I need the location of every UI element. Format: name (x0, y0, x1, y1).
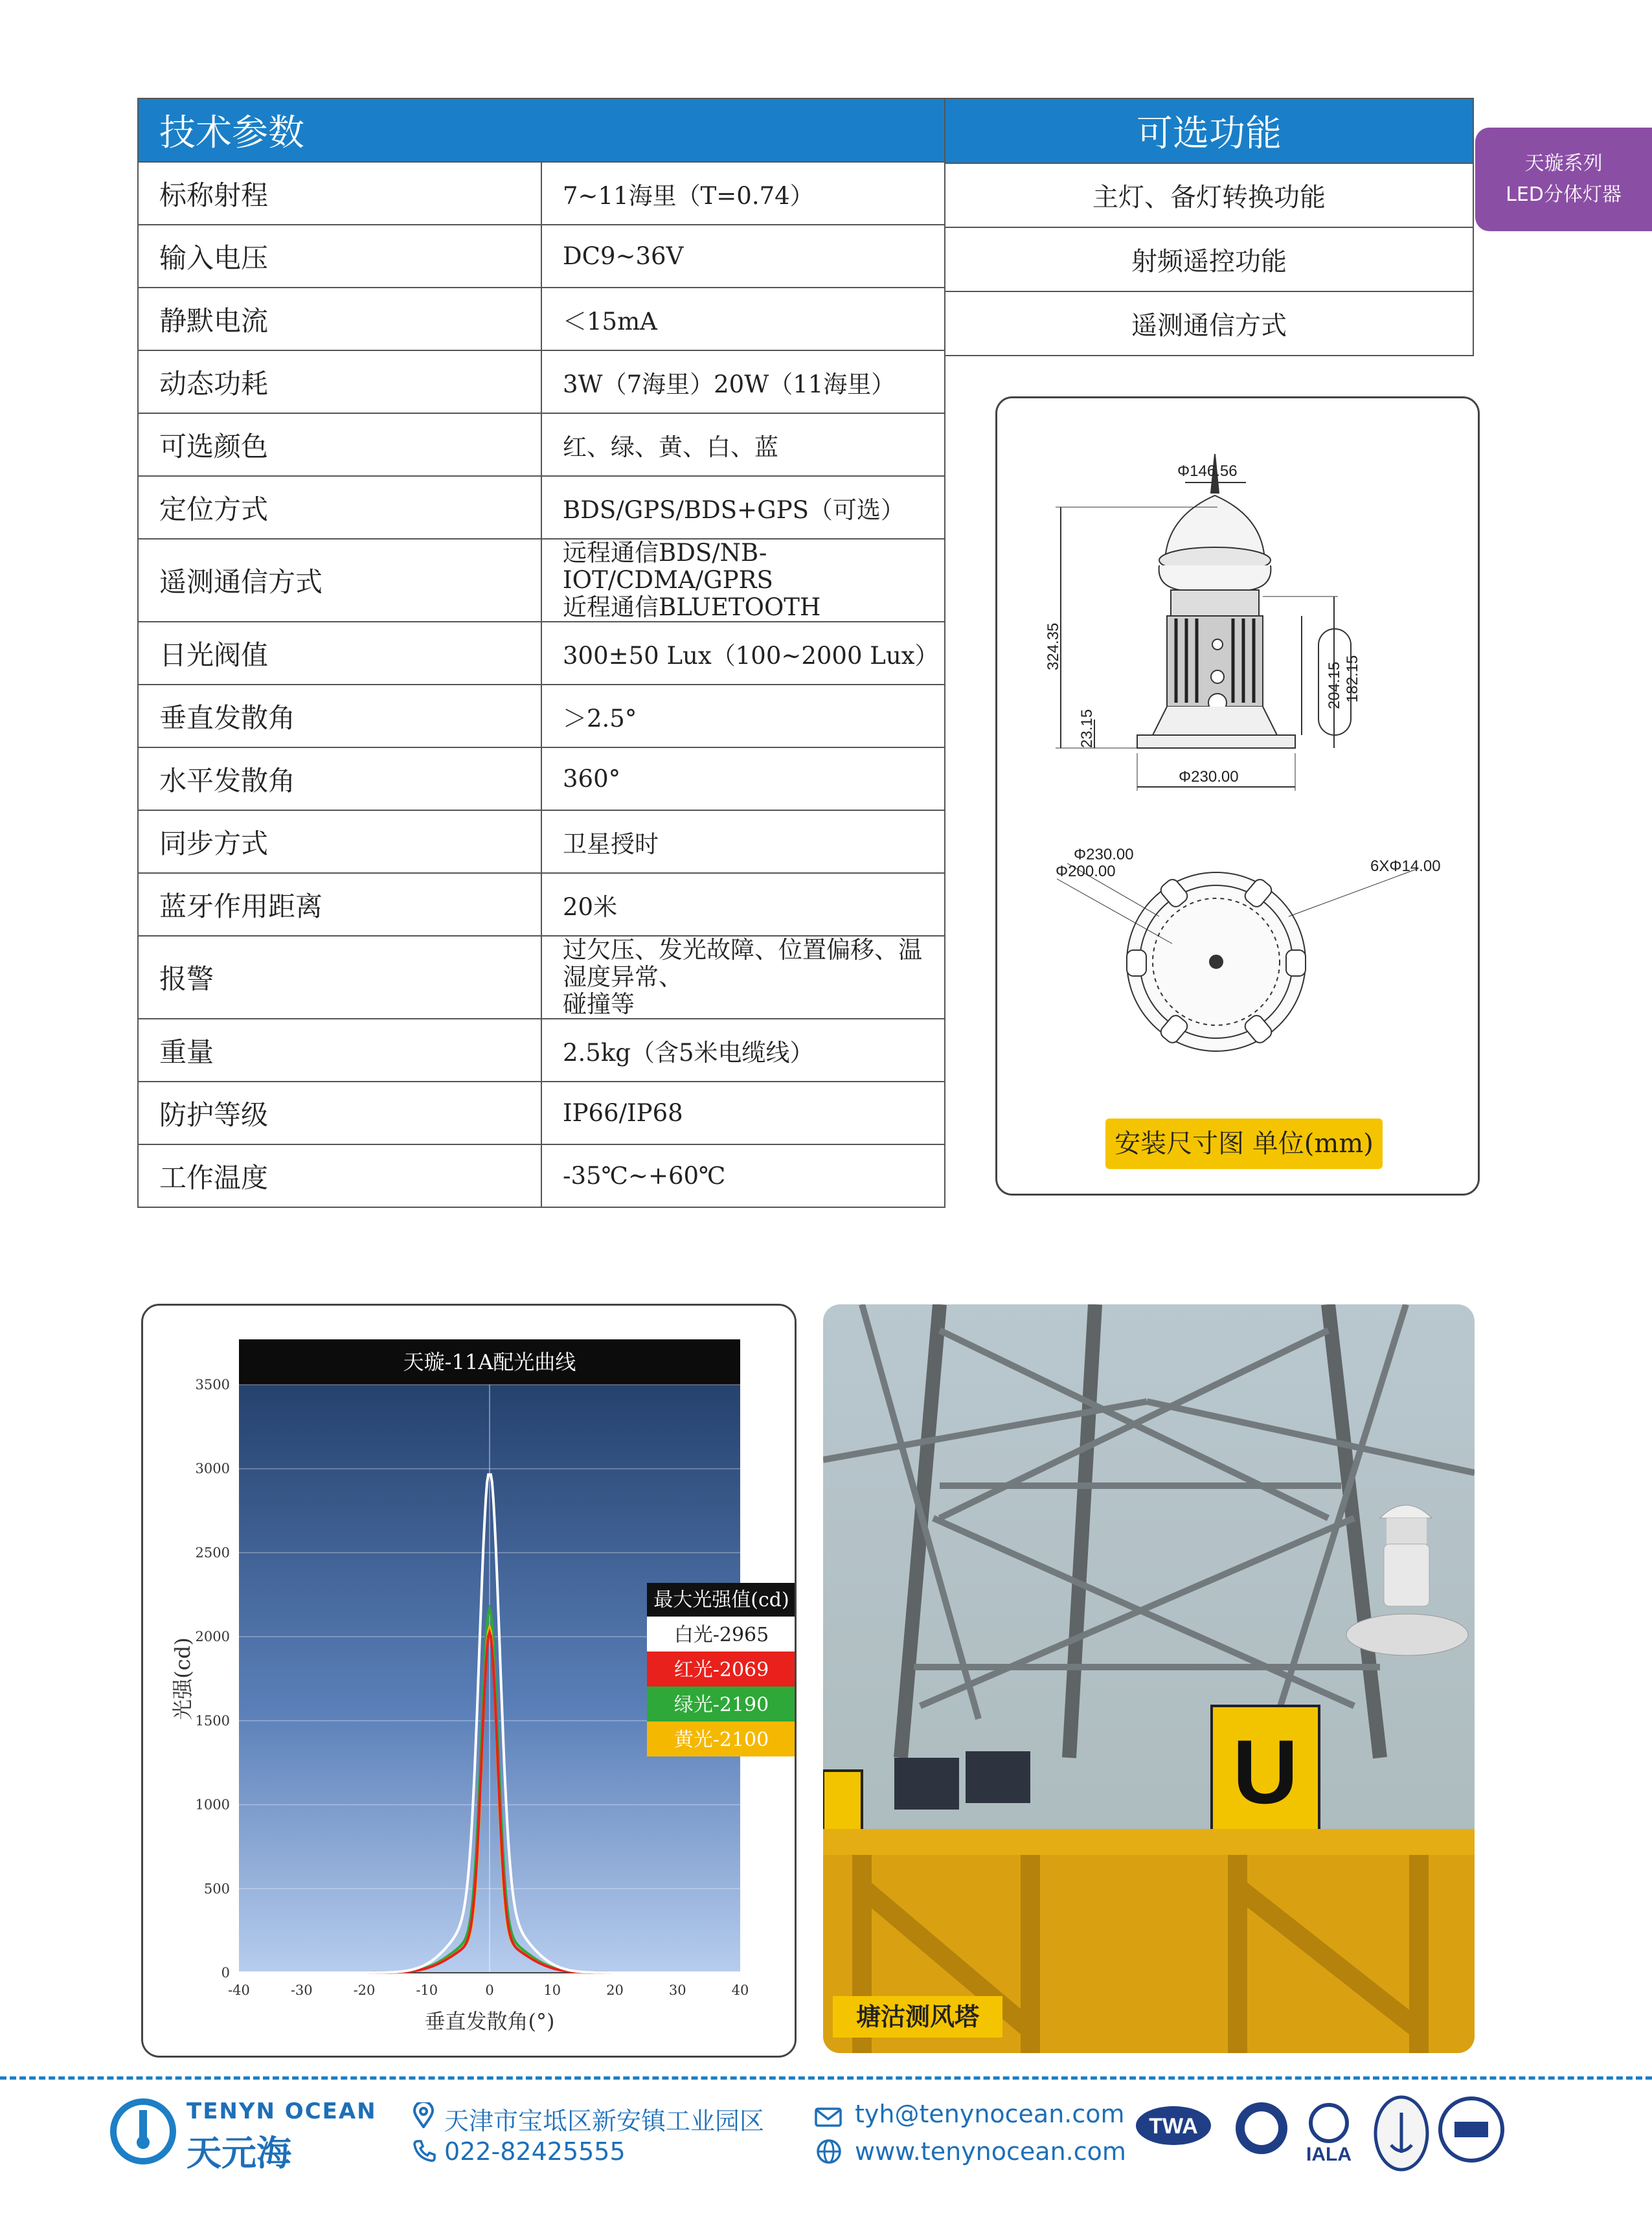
dim-base-dia: Φ230.00 (1179, 768, 1239, 786)
cert-iala: IALA (1306, 2144, 1352, 2165)
spec-value: BDS/GPS/BDS+GPS（可选） (541, 476, 945, 539)
spec-key: 垂直发散角 (138, 685, 541, 747)
spec-key: 标称射程 (138, 162, 541, 225)
spec-value: 红、绿、黄、白、蓝 (541, 413, 945, 476)
y-tick-label: 2000 (195, 1629, 230, 1645)
spec-value (541, 936, 945, 1019)
series-tab-line2: LED分体灯器 (1506, 183, 1622, 206)
spec-value: ＜15mA (541, 288, 945, 350)
feature-item: 射频遥控功能 (945, 227, 1473, 291)
table-row (138, 350, 945, 413)
dim-body-height2: 204.15 (1326, 661, 1343, 709)
spec-value-line2: 碰撞等 (563, 990, 635, 1018)
y-tick-label: 3500 (195, 1377, 230, 1392)
spec-key: 重量 (138, 1019, 541, 1082)
table-row (138, 288, 945, 350)
chart-title: 天璇-11A配光曲线 (403, 1350, 576, 1374)
optional-features-table (944, 98, 1474, 356)
phone: 022-82425555 (444, 2137, 626, 2166)
table-row (138, 476, 945, 539)
y-axis-label: 光强(cd) (170, 1637, 195, 1720)
table-row (138, 539, 945, 622)
y-tick-label: 1000 (195, 1797, 230, 1813)
table-row (138, 747, 945, 810)
chart-legend (647, 1583, 795, 1756)
series-tab (1475, 128, 1652, 231)
spec-key: 动态功耗 (138, 350, 541, 413)
dim-outer-dia: Φ230.00 (1074, 846, 1134, 863)
table-row (138, 1019, 945, 1082)
spec-key: 蓝牙作用距离 (138, 873, 541, 936)
x-tick-label: -30 (290, 1982, 313, 1998)
tower-photo-image (823, 1304, 1475, 2053)
x-tick-label: 0 (485, 1982, 494, 1998)
photo-caption: 塘沽测风塔 (833, 1996, 1002, 2038)
x-tick-label: 30 (668, 1982, 686, 1998)
x-tick-label: -20 (353, 1982, 376, 1998)
table-row (945, 227, 1473, 291)
spec-value-line2: 近程通信BLUETOOTH (563, 593, 821, 621)
spec-key: 水平发散角 (138, 747, 541, 810)
brand-logo-icon (107, 2096, 179, 2167)
spec-table-header: 技术参数 (138, 98, 945, 162)
y-tick-label: 0 (221, 1965, 230, 1981)
brand-name-en: TENYN OCEAN (187, 2098, 377, 2124)
x-axis-label: 垂直发散角(°) (424, 2009, 555, 2034)
feature-item: 遥测通信方式 (945, 291, 1473, 356)
light-distribution-chart (143, 1306, 795, 2056)
legend-entry-2: 绿光-2190 (673, 1694, 769, 1716)
table-row (138, 162, 945, 225)
table-row (945, 291, 1473, 356)
footer-divider (0, 2076, 1652, 2080)
spec-key: 遥测通信方式 (138, 539, 541, 622)
brand-logo (107, 2096, 179, 2167)
dim-inner-dia: Φ200.00 (1056, 863, 1116, 880)
y-tick-label: 2500 (195, 1545, 230, 1561)
table-row (138, 936, 945, 1019)
table-row (138, 685, 945, 747)
dim-base-height: 23.15 (1078, 709, 1096, 748)
spec-key: 输入电压 (138, 225, 541, 288)
spec-value: 2.5kg（含5米电缆线） (541, 1019, 945, 1082)
cert-twa: TWA (1149, 2114, 1198, 2139)
table-row (138, 413, 945, 476)
feature-item: 主灯、备灯转换功能 (945, 163, 1473, 227)
spec-value: 3W（7海里）20W（11海里） (541, 350, 945, 413)
spec-key: 防护等级 (138, 1082, 541, 1144)
spec-key: 工作温度 (138, 1144, 541, 1207)
optional-features-header: 可选功能 (945, 98, 1473, 163)
legend-entry-3: 黄光-2100 (673, 1729, 769, 1751)
spec-table (137, 98, 945, 1208)
legend-title: 最大光强值(cd) (653, 1589, 789, 1611)
table-row (138, 873, 945, 936)
phone-icon (412, 2139, 436, 2163)
table-row (138, 225, 945, 288)
email-icon (815, 2107, 842, 2127)
spec-value (541, 539, 945, 622)
dim-holes: 6XΦ14.00 (1370, 857, 1441, 875)
x-tick-label: -10 (416, 1982, 438, 1998)
drawing-caption: 安装尺寸图 单位(mm) (1105, 1119, 1383, 1169)
spec-key: 定位方式 (138, 476, 541, 539)
y-tick-label: 1500 (195, 1712, 230, 1729)
x-tick-label: 10 (543, 1982, 561, 1998)
sign-letter: U (1232, 1721, 1298, 1823)
globe-icon (816, 2139, 842, 2164)
spec-value-line1: 过欠压、发光故障、位置偏移、温湿度异常、 (563, 936, 922, 991)
spec-value: 20米 (541, 873, 945, 936)
dim-body-height: 182.15 (1344, 655, 1361, 703)
table-row (138, 1082, 945, 1144)
spec-value: IP66/IP68 (541, 1082, 945, 1144)
dim-total-height: 324.35 (1045, 622, 1062, 670)
location-icon (412, 2102, 435, 2128)
spec-key: 静默电流 (138, 288, 541, 350)
x-tick-label: 20 (606, 1982, 624, 1998)
table-row (138, 622, 945, 685)
dim-top-dia: Φ146.56 (1177, 462, 1238, 480)
spec-value: 卫星授时 (541, 810, 945, 873)
dimension-drawing (997, 398, 1478, 1111)
iala-logo-icon (1311, 2105, 1347, 2141)
chart-panel (141, 1304, 797, 2058)
spec-value: 360° (541, 747, 945, 810)
dimension-drawing-panel (995, 396, 1480, 1196)
address: 天津市宝坻区新安镇工业园区 (444, 2107, 765, 2135)
y-tick-label: 500 (203, 1881, 230, 1897)
spec-key: 日光阀值 (138, 622, 541, 685)
spec-value-line1: 远程通信BDS/NB-IOT/CDMA/GPRS (563, 539, 773, 594)
x-tick-label: 40 (731, 1982, 749, 1998)
certification-logos (1135, 2093, 1510, 2177)
website: www.tenynocean.com (855, 2137, 1126, 2166)
tower-photo (823, 1304, 1475, 2053)
spec-value: DC9~36V (541, 225, 945, 288)
legend-entry-0: 白光-2965 (673, 1624, 769, 1646)
spec-key: 报警 (138, 936, 541, 1019)
spec-value: 7~11海里（T=0.74） (541, 162, 945, 225)
table-row (138, 810, 945, 873)
legend-entry-1: 红光-2069 (673, 1659, 769, 1681)
y-tick-label: 3000 (195, 1460, 230, 1477)
x-tick-label: -40 (228, 1982, 250, 1998)
email: tyh@tenynocean.com (855, 2100, 1125, 2128)
spec-value: 300±50 Lux（100~2000 Lux） (541, 622, 945, 685)
spec-key: 可选颜色 (138, 413, 541, 476)
spec-value: ＞2.5° (541, 685, 945, 747)
spec-key: 同步方式 (138, 810, 541, 873)
table-row (945, 163, 1473, 227)
brand-name-cn: 天元海 (187, 2133, 291, 2174)
table-row (138, 1144, 945, 1207)
spec-value: -35℃~+60℃ (541, 1144, 945, 1207)
series-tab-line1: 天璇系列 (1524, 152, 1603, 175)
